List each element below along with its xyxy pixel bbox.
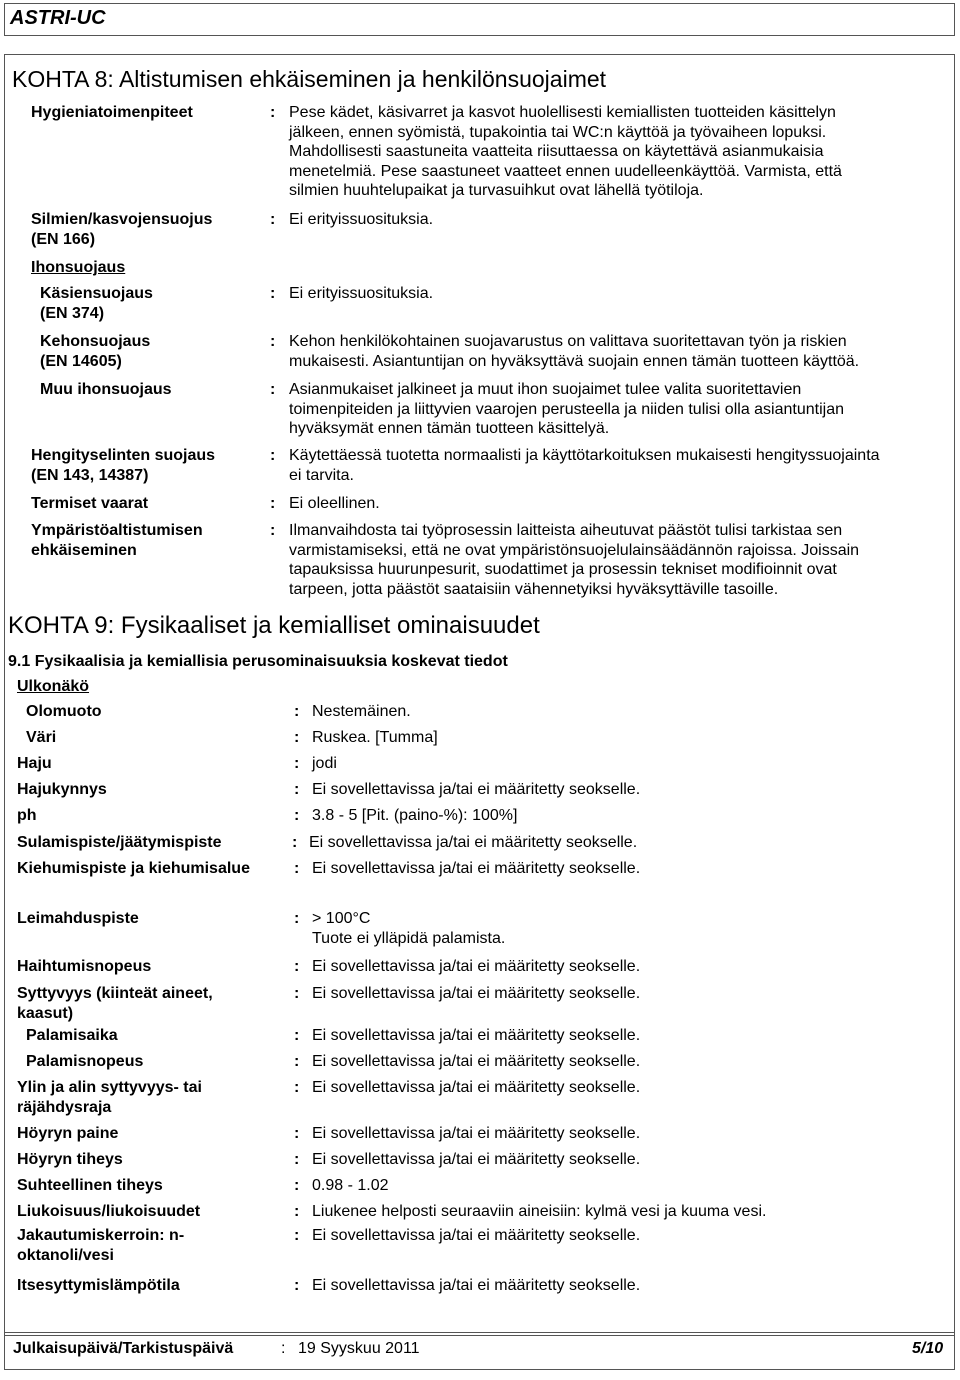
section-9-title: KOHTA 9: Fysikaaliset ja kemialliset ominaisuudet [8,612,540,639]
value-odor: jodi [312,755,337,772]
colon: : [294,807,300,824]
value-vapor-density: Ei sovellettavissa ja/tai ei määritetty seokselle. [312,1151,641,1168]
label-burning-rate: Palamisnopeus [26,1053,144,1070]
colon: : [294,703,300,720]
colon: : [270,522,276,539]
label-relative-density: Suhteellinen tiheys [17,1177,163,1194]
label-other-skin-protection: Muu ihonsuojaus [40,381,172,398]
footer-colon: : [281,1340,286,1357]
value-other-skin-protection: Asianmukaiset jalkineet ja muut ihon suojaimet tulee valita suoritettavien toimenpiteiden ja liittyvien vaarojen perusteella ja niiden tulisi olla asiantuntijan hyväksymät ennen tämän tuotteen käsittelyä. [289,381,844,437]
colon: : [294,1277,300,1294]
value-burning-time: Ei sovellettavissa ja/tai ei määritetty seokselle. [312,1027,641,1044]
colon: : [294,729,300,746]
label-odor: Haju [17,755,52,772]
page-number: 5/10 [912,1340,944,1357]
section-9-subtitle: 9.1 Fysikaalisia ja kemiallisia perusominaisuuksia koskevat tiedot [8,653,508,670]
colon: : [294,1177,300,1194]
appearance-heading: Ulkonäkö [17,678,90,695]
colon: : [294,958,300,975]
colon: : [270,381,276,398]
value-body-protection: Kehon henkilökohtainen suojavarustus on valittava suoritettavan työn ja riskien mukaisesti. Asiantuntijan on hyväksyttävä suojain ennen tämän tuotteen käyttöä. [289,333,860,370]
label-color: Väri [26,729,57,746]
label-environmental-exposure: Ympäristöaltistumisen ehkäiseminen [31,522,203,559]
value-color: Ruskea. [Tumma] [312,729,438,746]
label-thermal-hazards: Termiset vaarat [31,495,149,512]
label-autoignition-temperature: Itsesyttymislämpötila [17,1277,180,1294]
label-hygiene: Hygieniatoimenpiteet [31,104,193,121]
label-burning-time: Palamisaika [26,1027,118,1044]
label-flammability: Syttyvyys (kiinteät aineet, kaasut) [17,985,213,1022]
footer-date: 19 Syyskuu 2011 [298,1340,420,1357]
value-hygiene: Pese kädet, käsivarret ja kasvot huolellisesti kemiallisten tuotteiden käsittelyn jälkeen, ennen syömistä, tupakointia tai WC:n käyttöä ja työvaiheen lopuksi. Mahdollisesti saastuneita vaatteita riisuttaessa on käytettävä asianmukaisia menetelmiä. Pese saastuneet vaatteet ennen uudelleenkäyttöä. Varmista, että silmien huuhtelupaikat ja turvasuihkut ovat lähellä työtiloja. [289,104,842,199]
colon: : [270,285,276,302]
value-thermal-hazards: Ei oleellinen. [289,495,380,512]
label-vapor-pressure: Höyryn paine [17,1125,119,1142]
label-solubility: Liukoisuus/liukoisuudet [17,1203,201,1220]
colon: : [294,1079,300,1096]
label-evaporation-rate: Haihtumisnopeus [17,958,152,975]
label-ph: ph [17,807,37,824]
colon: : [270,495,276,512]
colon: : [294,985,300,1002]
value-evaporation-rate: Ei sovellettavissa ja/tai ei määritetty seokselle. [312,958,641,975]
label-odor-threshold: Hajukynnys [17,781,107,798]
colon: : [294,1203,300,1220]
value-burning-rate: Ei sovellettavissa ja/tai ei määritetty seokselle. [312,1053,641,1070]
colon: : [294,1151,300,1168]
colon: : [294,755,300,772]
colon: : [270,104,276,121]
value-boiling-point: Ei sovellettavissa ja/tai ei määritetty seokselle. [312,860,641,877]
colon: : [270,333,276,350]
value-respiratory-protection: Käytettäessä tuotetta normaalisti ja käyttötarkoituksen mukaisesti hengityssuojainta ei tarvita. [289,447,880,484]
label-skin-protection: Ihonsuojaus [31,259,126,276]
footer-date-label: Julkaisupäivä/Tarkistuspäivä [13,1340,234,1357]
value-eye-protection: Ei erityissuosituksia. [289,211,434,228]
colon: : [294,910,300,927]
label-boiling-point: Kiehumispiste ja kiehumisalue [17,860,250,877]
value-odor-threshold: Ei sovellettavissa ja/tai ei määritetty seokselle. [312,781,641,798]
label-partition-coefficient: Jakautumiskerroin: n- oktanoli/vesi [17,1227,185,1264]
document-header-title: ASTRI-UC [10,7,106,29]
header-bar [4,3,955,36]
colon: : [292,834,298,851]
colon: : [294,1053,300,1070]
colon: : [294,860,300,877]
label-respiratory-protection: Hengityselinten suojaus (EN 143, 14387) [31,447,216,484]
label-body-protection: Kehonsuojaus (EN 14605) [40,333,151,370]
label-physical-state: Olomuoto [26,703,102,720]
value-partition-coefficient: Ei sovellettavissa ja/tai ei määritetty seokselle. [312,1227,641,1244]
value-ph: 3.8 - 5 [Pit. (paino-%): 100%] [312,807,518,824]
label-vapor-density: Höyryn tiheys [17,1151,123,1168]
value-melting-point: Ei sovellettavissa ja/tai ei määritetty seokselle. [309,834,638,851]
value-physical-state: Nestemäinen. [312,703,411,720]
value-hand-protection: Ei erityissuosituksia. [289,285,434,302]
colon: : [294,1125,300,1142]
value-flammability: Ei sovellettavissa ja/tai ei määritetty seokselle. [312,985,641,1002]
label-explosion-limits: Ylin ja alin syttyvyys- tai räjähdysraja [17,1079,202,1116]
colon: : [294,781,300,798]
colon: : [270,447,276,464]
value-environmental-exposure: Ilmanvaihdosta tai työprosessin laitteista aiheutuvat päästöt tulisi tarkistaa sen varmistamiseksi, että ne ovat ympäristönsuojelulainsäädännön rajoissa. Joissain tapauksissa huurunpesurit, suodattimet ja prosessin tekniset modifioinnit ovat tarpeen, jotta päästöt saataisiin vähennetyiksi hyväksyttäville tasoille. [289,522,860,598]
label-hand-protection: Käsiensuojaus (EN 374) [40,285,153,322]
colon: : [270,211,276,228]
value-solubility: Liukenee helposti seuraaviin aineisiin: kylmä vesi ja kuuma vesi. [312,1203,767,1220]
label-melting-point: Sulamispiste/jäätymispiste [17,834,222,851]
value-relative-density: 0.98 - 1.02 [312,1177,389,1194]
value-vapor-pressure: Ei sovellettavissa ja/tai ei määritetty seokselle. [312,1125,641,1142]
label-flash-point: Leimahduspiste [17,910,139,927]
value-autoignition-temperature: Ei sovellettavissa ja/tai ei määritetty seokselle. [312,1277,641,1294]
value-flash-point: > 100°C Tuote ei ylläpidä palamista. [312,910,506,947]
label-eye-protection: Silmien/kasvojensuojus (EN 166) [31,211,213,248]
section-8-title: KOHTA 8: Altistumisen ehkäiseminen ja henkilönsuojaimet [12,66,607,92]
colon: : [294,1227,300,1244]
value-explosion-limits: Ei sovellettavissa ja/tai ei määritetty seokselle. [312,1079,641,1096]
colon: : [294,1027,300,1044]
